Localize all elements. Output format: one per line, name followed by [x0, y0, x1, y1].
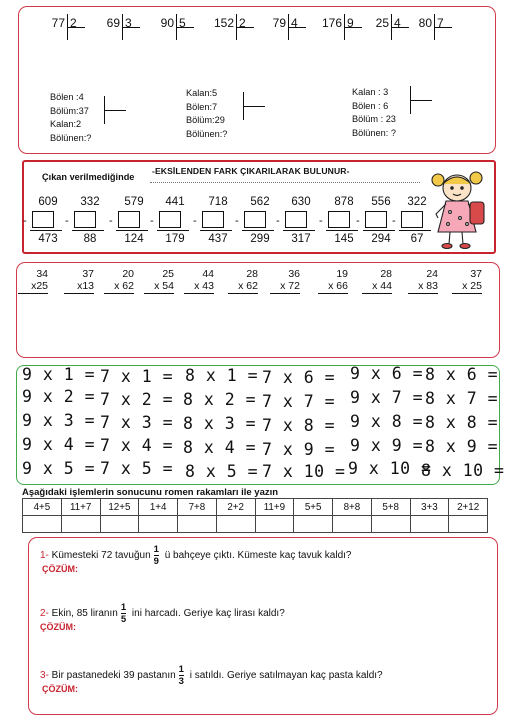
times-fact: 9 x 1 = [22, 365, 96, 384]
dividend: 79 [272, 16, 286, 30]
solution-label: ÇÖZÜM: [42, 564, 78, 574]
times-fact: 7 x 2 = [100, 390, 174, 409]
subtraction-item: 718 - 437 [200, 196, 236, 248]
divisor: 4 [394, 16, 401, 30]
division-condition-1: Bölen :4 Bölüm:37 Kalan:2 Bölünen:? [50, 92, 92, 143]
fraction: $\frac{1}{3}$ [178, 664, 184, 687]
subtraction-item: 332 - 88 [72, 196, 108, 248]
roman-cell: 2+12 [449, 499, 488, 516]
word-problem-3: 3- Bir pastanedeki 39 pastanın $\frac{1}{3}$ i satıldı. Geriye satılmayan kaç pasta kaldı? [40, 664, 383, 687]
subtraction-item: 630 - 317 [283, 196, 319, 248]
times-fact: 7 x 6 = [262, 368, 336, 387]
dividend: 176 [321, 16, 342, 30]
roman-answer-cell[interactable] [23, 516, 62, 533]
roman-answer-cell[interactable] [371, 516, 410, 533]
times-fact: 9 x 2 = [22, 387, 96, 406]
roman-cell: 1+4 [139, 499, 178, 516]
roman-answer-cell[interactable] [449, 516, 488, 533]
multiplication-item: 20 x 62 [98, 268, 134, 294]
times-fact: 8 x 8 = [425, 413, 499, 432]
roman-answer-cell[interactable] [216, 516, 255, 533]
roman-answer-cell[interactable] [410, 516, 449, 533]
roman-cell: 11+9 [255, 499, 294, 516]
subtraction-title: -EKSİLENDEN FARK ÇIKARILARAK BULUNUR- [152, 166, 350, 176]
times-fact: 7 x 3 = [100, 413, 174, 432]
multiplication-item: 34 x25 [12, 268, 48, 294]
multiplication-item: 25 x 54 [138, 268, 174, 294]
times-fact: 7 x 7 = [262, 392, 336, 411]
subtraction-item: 441 - 179 [157, 196, 193, 248]
times-fact: 7 x 5 = [100, 459, 174, 478]
answer-box[interactable] [244, 211, 266, 228]
multiplication-item: 37 x13 [58, 268, 94, 294]
dividend: 25 [375, 16, 389, 30]
multiplication-item: 19 x 66 [312, 268, 348, 294]
times-fact: 8 x 7 = [425, 389, 499, 408]
subtraction-item: 878 - 145 [326, 196, 362, 248]
times-fact: 8 x 4 = [183, 438, 257, 457]
times-fact: 9 x 8 = [350, 412, 424, 431]
times-fact: 8 x 5 = [185, 462, 259, 481]
multiplication-item: 24 x 83 [402, 268, 438, 294]
times-fact: 7 x 1 = [100, 367, 174, 386]
roman-answer-cell[interactable] [61, 516, 100, 533]
roman-table [22, 498, 488, 533]
dotted-line [150, 182, 420, 183]
times-fact: 9 x 6 = [350, 364, 424, 383]
word-problem-1: 1- Kümesteki 72 tavuğun $\frac{1}{9}$ ü bahçeye çıktı. Kümeste kaç tavuk kaldı? [40, 544, 352, 567]
answer-box[interactable] [159, 211, 181, 228]
answer-box[interactable] [365, 211, 387, 228]
division-condition-3: Kalan : 3 Bölen : 6 Bölüm : 23 Bölünen: ? [352, 87, 396, 138]
dividend: 90 [160, 16, 174, 30]
roman-answer-cell[interactable] [294, 516, 333, 533]
times-fact: 9 x 4 = [22, 435, 96, 454]
solution-label: ÇÖZÜM: [42, 684, 78, 694]
answer-box[interactable] [285, 211, 307, 228]
roman-answer-cell[interactable] [100, 516, 139, 533]
times-fact: 9 x 3 = [22, 411, 96, 430]
roman-cell: 2+2 [216, 499, 255, 516]
divisor: 2 [239, 16, 246, 30]
roman-cell: 4+5 [23, 499, 62, 516]
multiplication-item: 44 x 43 [178, 268, 214, 294]
times-fact: 9 x 5 = [22, 459, 96, 478]
fraction: $\frac{1}{5}$ [120, 602, 127, 625]
answer-box[interactable] [74, 211, 96, 228]
roman-answer-cell[interactable] [255, 516, 294, 533]
subtraction-item: 322 - 67 [399, 196, 435, 248]
times-fact: 7 x 8 = [262, 416, 336, 435]
times-fact: 9 x 7 = [350, 388, 424, 407]
roman-cell: 5+8 [371, 499, 410, 516]
solution-label: ÇÖZÜM: [40, 622, 76, 632]
dividend: 80 [418, 16, 432, 30]
divisor: 4 [291, 16, 298, 30]
dividend: 77 [51, 16, 65, 30]
roman-answers-row [23, 516, 488, 533]
times-fact: 7 x 4 = [100, 436, 174, 455]
divisor: 2 [70, 16, 77, 30]
dividend: 152 [213, 16, 234, 30]
multiplication-item: 28 x 44 [356, 268, 392, 294]
roman-cell: 3+3 [410, 499, 449, 516]
roman-problems-row [23, 499, 488, 516]
roman-answer-cell[interactable] [178, 516, 217, 533]
fraction: $\frac{1}{9}$ [153, 544, 159, 567]
times-fact: 8 x 10 = [421, 461, 505, 480]
multiplication-item: 37 x 25 [446, 268, 482, 294]
word-problem-2: 2- Ekin, 85 liranın $\frac{1}{5}$ ini harcadı. Geriye kaç lirası kaldı? [40, 602, 285, 625]
roman-cell: 8+8 [333, 499, 372, 516]
times-fact: 8 x 6 = [425, 365, 499, 384]
subtraction-item: 562 - 299 [242, 196, 278, 248]
roman-title: Aşağıdaki işlemlerin sonucunu romen rakamları ile yazın [22, 487, 279, 498]
roman-cell: 12+5 [100, 499, 139, 516]
answer-box[interactable] [202, 211, 224, 228]
roman-answer-cell[interactable] [139, 516, 178, 533]
divisor: 5 [179, 16, 186, 30]
answer-box[interactable] [328, 211, 350, 228]
times-fact: 8 x 2 = [183, 390, 257, 409]
division-condition-2: Kalan:5 Bölen:7 Bölüm:29 Bölünen:? [186, 88, 228, 139]
multiplication-item: 28 x 62 [222, 268, 258, 294]
divisor: 9 [347, 16, 354, 30]
times-fact: 7 x 9 = [262, 440, 336, 459]
girl-illustration [424, 166, 494, 252]
divisor: 3 [125, 16, 132, 30]
answer-box[interactable] [118, 211, 140, 228]
answer-box[interactable] [401, 211, 423, 228]
roman-cell: 11+7 [61, 499, 100, 516]
subtraction-item: 609 - 473 [30, 196, 66, 248]
times-fact: 8 x 9 = [425, 437, 499, 456]
subtraction-instruction: Çıkan verilmediğinde [42, 172, 135, 182]
divisor: 7 [437, 16, 444, 30]
subtraction-item: 579 - 124 [116, 196, 152, 248]
roman-answer-cell[interactable] [333, 516, 372, 533]
roman-cell: 7+8 [178, 499, 217, 516]
times-fact: 9 x 9 = [350, 436, 424, 455]
multiplication-item: 36 x 72 [264, 268, 300, 294]
times-fact: 8 x 3 = [183, 414, 257, 433]
dividend: 69 [106, 16, 120, 30]
times-fact: 9 x 10 = [348, 459, 432, 478]
times-fact: 7 x 10 = [262, 462, 346, 481]
answer-box[interactable] [32, 211, 54, 228]
roman-cell: 5+5 [294, 499, 333, 516]
subtraction-item: 556 - 294 [363, 196, 399, 248]
times-fact: 8 x 1 = [185, 366, 259, 385]
